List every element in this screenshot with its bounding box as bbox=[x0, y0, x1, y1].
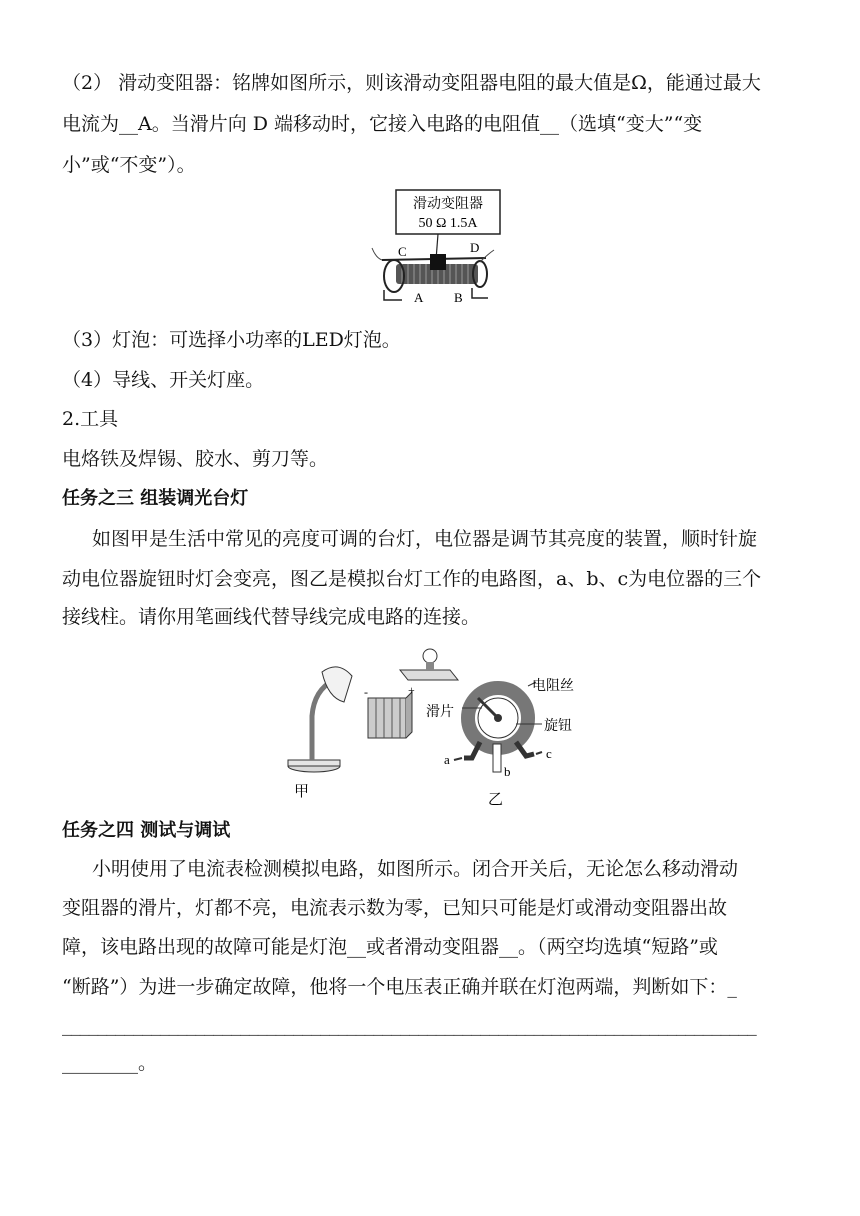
desk-lamp-icon bbox=[288, 667, 352, 772]
task4-para-line-1: 小明使用了电流表检测模拟电路，如图所示。闭合开关后，无论怎么移动滑动 bbox=[92, 858, 739, 880]
label-resistance-wire: 电阻丝 bbox=[532, 679, 574, 694]
lamp-circuit-figure bbox=[280, 646, 600, 812]
rheostat-label-a: A bbox=[414, 290, 424, 305]
label-knob: 旋钮 bbox=[544, 719, 572, 734]
label-terminal-b: b bbox=[504, 764, 511, 779]
bulb-icon bbox=[400, 649, 458, 680]
potentiometer-icon bbox=[454, 682, 542, 772]
nameplate-line-2: 50 Ω 1.5A bbox=[418, 216, 478, 231]
task4-para-line-4: “断路”）为进一步确定故障，他将一个电压表正确并联在灯泡两端，判断如下：_ bbox=[62, 976, 737, 998]
label-yi: 乙 bbox=[488, 792, 504, 808]
label-terminal-a: a bbox=[444, 752, 450, 767]
rheostat-label-b: B bbox=[454, 290, 463, 305]
q2-line-3: 小”或“不变”）。 bbox=[62, 154, 196, 176]
q2-line-2: 电流为__A。当滑片向 D 端移动时，它接入电路的电阻值__（选填“变大”“变 bbox=[62, 113, 703, 135]
tools-items: 电烙铁及焊锡、胶水、剪刀等。 bbox=[62, 448, 329, 470]
task4-para-line-3: 障，该电路出现的故障可能是灯泡__或者滑动变阻器__。（两空均选填“短路”或 bbox=[62, 936, 718, 958]
battery-minus-label: - bbox=[364, 685, 368, 699]
rheostat-label-c: C bbox=[398, 244, 407, 259]
nameplate-line-1: 滑动变阻器 bbox=[413, 197, 483, 212]
task3-para-line-1: 如图甲是生活中常见的亮度可调的台灯，电位器是调节其亮度的装置，顺时针旋 bbox=[92, 528, 758, 550]
q2-line-1: （2） 滑动变阻器：铭牌如图所示，则该滑动变阻器电阻的最大值是Ω，能通过最大 bbox=[62, 72, 761, 94]
task4-para-line-5: ______________________________________________________________________________ bbox=[62, 1014, 757, 1036]
task4-para-line-6: ________。 bbox=[62, 1052, 158, 1074]
q3-text: （3）灯泡：可选择小功率的LED灯泡。 bbox=[62, 329, 401, 351]
task4-para-line-2: 变阻器的滑片，灯都不亮，电流表示数为零，已知只可能是灯或滑动变阻器出故 bbox=[62, 897, 728, 919]
task3-para-line-3: 接线柱。请你用笔画线代替导线完成电路的连接。 bbox=[62, 606, 481, 628]
rheostat-label-d: D bbox=[470, 240, 480, 255]
task4-heading: 任务之四 测试与调试 bbox=[62, 820, 231, 841]
label-terminal-c: c bbox=[546, 746, 552, 761]
q4-text: （4）导线、开关灯座。 bbox=[62, 369, 265, 391]
label-jia: 甲 bbox=[294, 784, 310, 800]
rheostat-figure bbox=[368, 188, 508, 308]
battery-plus-label: + bbox=[408, 683, 415, 697]
task3-para-line-2: 动电位器旋钮时灯会变亮，图乙是模拟台灯工作的电路图，a、b、c为电位器的三个 bbox=[62, 568, 762, 590]
tools-heading: 2.工具 bbox=[62, 408, 119, 430]
label-slider: 滑片 bbox=[426, 705, 454, 720]
battery-icon bbox=[368, 692, 412, 738]
task3-heading: 任务之三 组装调光台灯 bbox=[62, 488, 249, 509]
